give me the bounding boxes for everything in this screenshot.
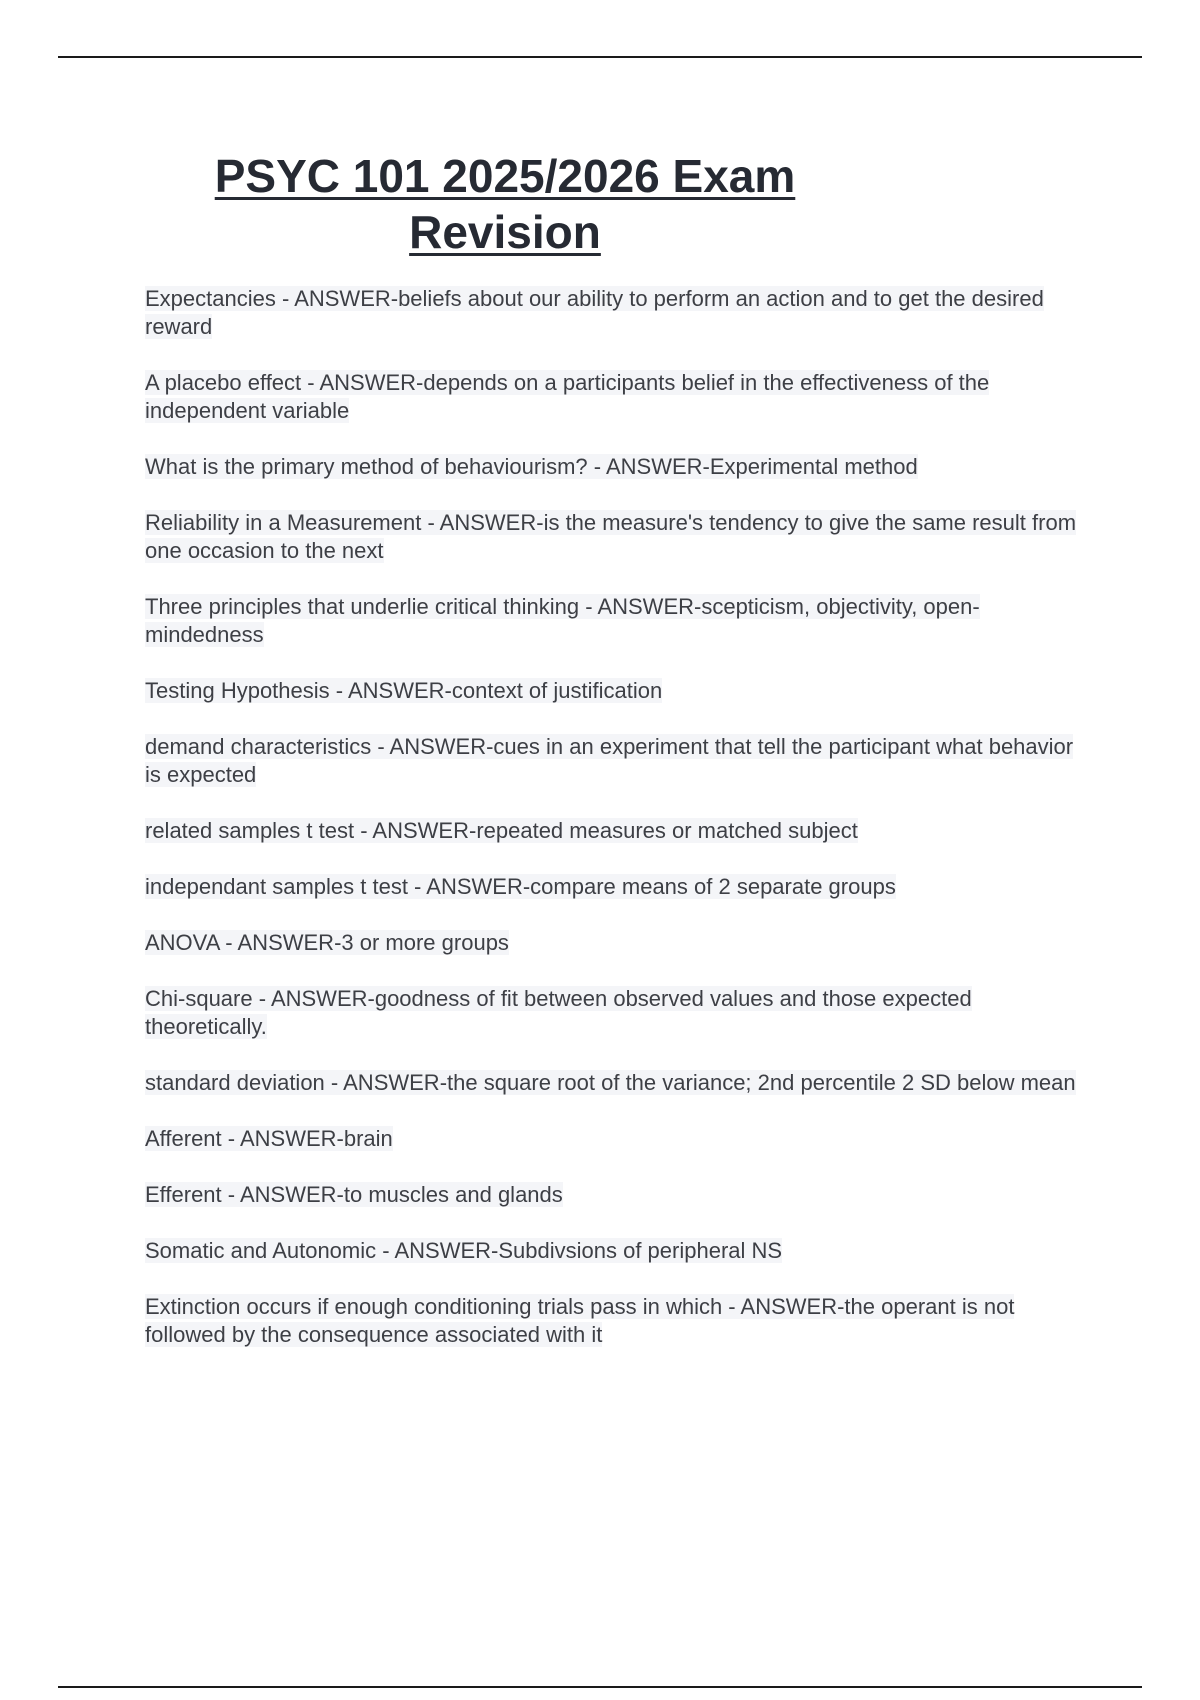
- list-item: [145, 1125, 1095, 1153]
- list-item: [145, 593, 1095, 649]
- qa-text: Reliability in a Measurement - ANSWER-is the measure's tendency to give the same result from one occasion to the next: [145, 510, 1077, 563]
- qa-text: Chi-square - ANSWER-goodness of fit between observed values and those expected theoretically.: [145, 986, 972, 1039]
- qa-text: demand characteristics - ANSWER-cues in an experiment that tell the participant what behavior is expected: [145, 734, 1074, 787]
- list-item: [145, 985, 1095, 1041]
- top-rule: [58, 56, 1142, 58]
- qa-text: Testing Hypothesis - ANSWER-context of justification: [145, 678, 663, 703]
- list-item: [145, 509, 1095, 565]
- qa-text: What is the primary method of behaviourism? - ANSWER-Experimental method: [145, 454, 918, 479]
- qa-text: Afferent - ANSWER-brain: [145, 1126, 393, 1151]
- list-item: [145, 677, 1095, 705]
- list-item: [145, 1237, 1095, 1265]
- qa-list: [145, 285, 1095, 1377]
- list-item: [145, 873, 1095, 901]
- qa-text: Expectancies - ANSWER-beliefs about our ability to perform an action and to get the desired reward: [145, 286, 1044, 339]
- qa-text: Somatic and Autonomic - ANSWER-Subdivsions of peripheral NS: [145, 1238, 783, 1263]
- qa-text: ANOVA - ANSWER-3 or more groups: [145, 930, 509, 955]
- list-item: [145, 453, 1095, 481]
- qa-text: Extinction occurs if enough conditioning trials pass in which - ANSWER-the operant is not followed by the consequence associated with it: [145, 1294, 1015, 1347]
- list-item: [145, 1181, 1095, 1209]
- bottom-rule: [58, 1686, 1142, 1688]
- list-item: [145, 1293, 1095, 1349]
- qa-text: Three principles that underlie critical thinking - ANSWER-scepticism, objectivity, open-mindedness: [145, 594, 980, 647]
- title-line-2: Revision: [409, 206, 601, 258]
- qa-text: independant samples t test - ANSWER-compare means of 2 separate groups: [145, 874, 896, 899]
- qa-text: Efferent - ANSWER-to muscles and glands: [145, 1182, 563, 1207]
- qa-text: standard deviation - ANSWER-the square root of the variance; 2nd percentile 2 SD below mean: [145, 1070, 1076, 1095]
- list-item: [145, 369, 1095, 425]
- list-item: [145, 1069, 1095, 1097]
- list-item: [145, 929, 1095, 957]
- list-item: [145, 817, 1095, 845]
- qa-text: A placebo effect - ANSWER-depends on a participants belief in the effectiveness of the independent variable: [145, 370, 990, 423]
- title-line-1: PSYC 101 2025/2026 Exam: [214, 150, 796, 202]
- page-title: [130, 148, 880, 260]
- list-item: [145, 733, 1095, 789]
- qa-text: related samples t test - ANSWER-repeated measures or matched subject: [145, 818, 858, 843]
- list-item: [145, 285, 1095, 341]
